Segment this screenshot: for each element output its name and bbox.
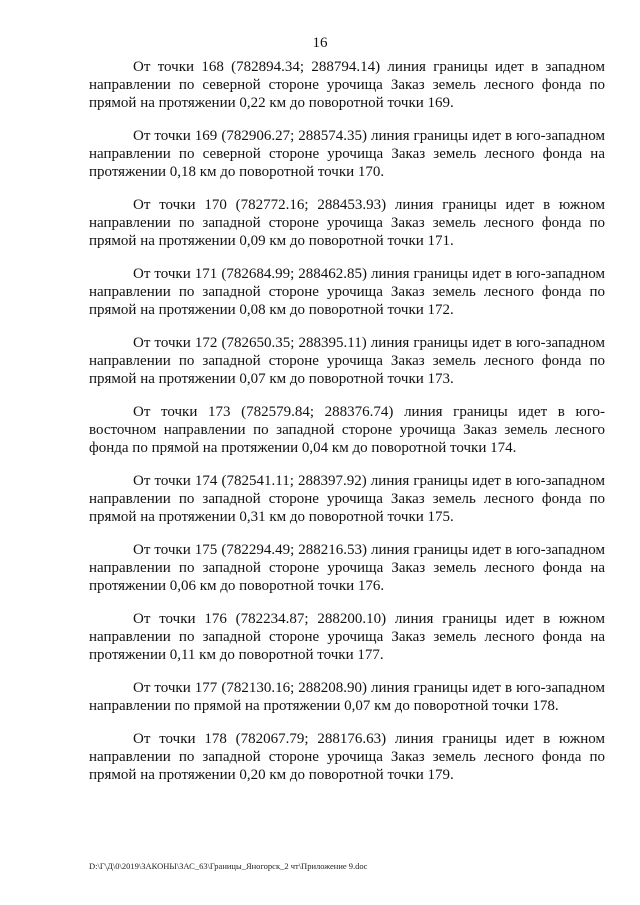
boundary-paragraph-176: От точки 176 (782234.87; 288200.10) линия границы идет в южном направлении по западной стороне урочища Заказ земель лесного фонда на протяжении 0,11 км до поворотной точки 177. xyxy=(89,611,605,664)
boundary-paragraph-171: От точки 171 (782684.99; 288462.85) линия границы идет в юго-западном направлении по западной стороне урочища Заказ земель лесного фонда по прямой на протяжении 0,08 км до поворотной точки 172. xyxy=(89,266,605,319)
boundary-paragraph-174: От точки 174 (782541.11; 288397.92) линия границы идет в юго-западном направлении по западной стороне урочища Заказ земель лесного фонда по прямой на протяжении 0,31 км до поворотной точки 175. xyxy=(89,473,605,526)
boundary-paragraph-178: От точки 178 (782067.79; 288176.63) линия границы идет в южном направлении по западной стороне урочища Заказ земель лесного фонда по прямой на протяжении 0,20 км до поворотной точки 179. xyxy=(89,730,605,784)
page-number: 16 xyxy=(312,35,328,51)
boundary-paragraph-168: От точки 168 (782894.34; 288794.14) линия границы идет в западном направлении по северной стороне урочища Заказ земель лесного фонда по прямой на протяжении 0,22 км до поворотной точки 169. xyxy=(89,59,605,112)
boundary-paragraph-172: От точки 172 (782650.35; 288395.11) линия границы идет в юго-западном направлении по западной стороне урочища Заказ земель лесного фонда по прямой на протяжении 0,07 км до поворотной точки 173. xyxy=(89,335,605,388)
document-body xyxy=(89,58,605,799)
boundary-paragraph-170: От точки 170 (782772.16; 288453.93) линия границы идет в южном направлении по западной стороне урочища Заказ земель лесного фонда по прямой на протяжении 0,09 км до поворотной точки 171. xyxy=(89,197,605,250)
boundary-paragraph-177: От точки 177 (782130.16; 288208.90) линия границы идет в юго-западном направлении по прямой на протяжении 0,07 км до поворотной точки 178. xyxy=(89,680,605,715)
footer-file-path: D:\Г\Д\0\2019\ЗАКОНЫ\ЗАС_63\Границы_Яногорск_2 чт\Приложение 9.doc xyxy=(89,861,368,871)
boundary-paragraph-173: От точки 173 (782579.84; 288376.74) линия границы идет в юго-восточном направлении по западной стороне урочища Заказ земель лесного фонда по прямой на протяжении 0,04 км до поворотной точки 174. xyxy=(89,404,605,457)
boundary-paragraph-169: От точки 169 (782906.27; 288574.35) линия границы идет в юго-западном направлении по северной стороне урочища Заказ земель лесного фонда на протяжении 0,18 км до поворотной точки 170. xyxy=(89,128,605,181)
boundary-paragraph-175: От точки 175 (782294.49; 288216.53) линия границы идет в юго-западном направлении по западной стороне урочища Заказ земель лесного фонда на протяжении 0,06 км до поворотной точки 176. xyxy=(89,542,605,595)
